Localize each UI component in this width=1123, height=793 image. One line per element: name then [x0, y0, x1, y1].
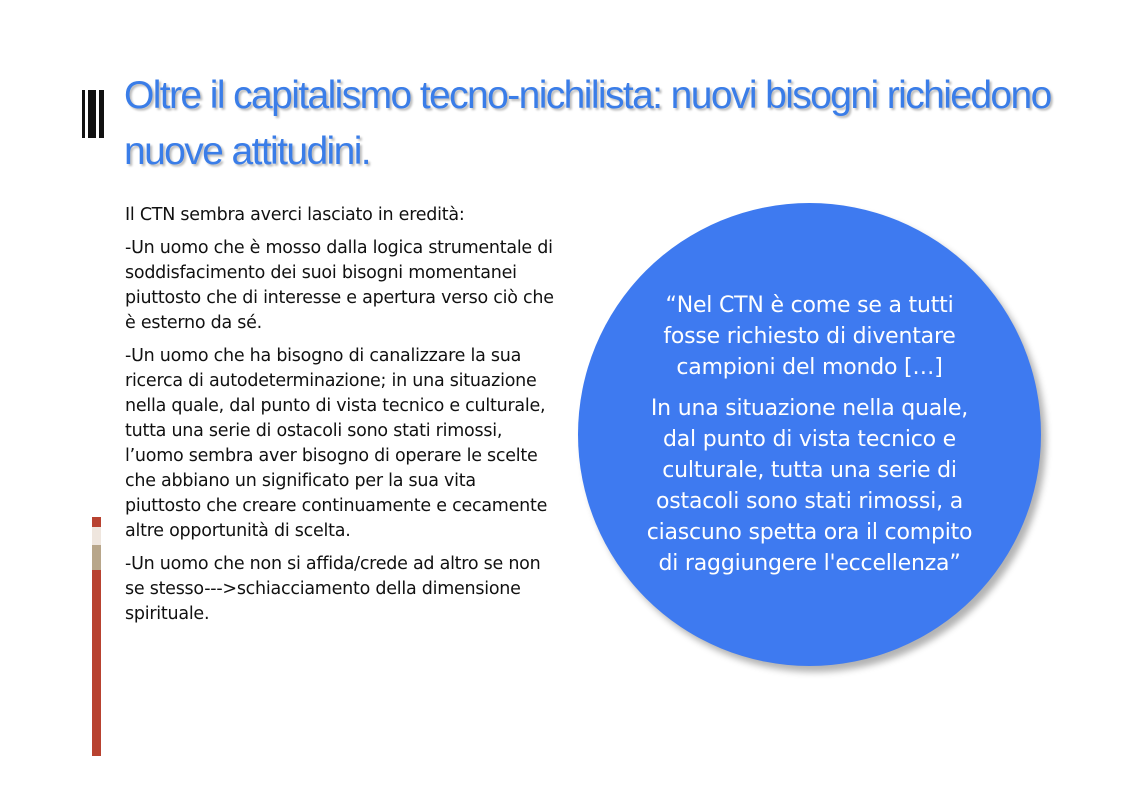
body-paragraph: -Un uomo che non si affida/crede ad altro se non se stesso--->schiacciamento della dimensione spirituale. [125, 554, 541, 624]
body-paragraph: -Un uomo che è mosso dalla logica strumentale di soddisfacimento dei suoi bisogni momentanei piuttosto che di interesse e apertura verso ciò che è esterno da sé. [125, 238, 554, 333]
slide-title: Oltre il capitalismo tecno-nichilista: nuovi bisogni richiedono nuove attitudini. [124, 74, 1051, 173]
accent-strip-tan [92, 545, 101, 570]
title-bars-decoration [82, 90, 104, 138]
quote-part-2: In una situazione nella quale, dal punto di vista tecnico e culturale, tutta una serie di ostacoli sono stati rimossi, a ciascuno spetta ora il compito di raggiungere l'eccellenza” [646, 396, 973, 576]
quote-circle [578, 203, 1041, 666]
slide-body-text [125, 203, 555, 635]
accent-strip-red [92, 570, 101, 756]
accent-strip-cream [92, 527, 101, 545]
accent-strip-red-top [92, 517, 101, 527]
body-paragraph: Il CTN sembra averci lasciato in eredità: [125, 205, 465, 225]
body-paragraph: -Un uomo che ha bisogno di canalizzare la sua ricerca di autodeterminazione; in una situazione nella quale, dal punto di vista tecnico e culturale, tutta una serie di ostacoli sono stati rimossi, l’uomo sembra aver bisogno di operare le scelte che abbiano un significato per la sua vita piuttosto che creare continuamente e cecamente altre opportunità di scelta. [125, 346, 548, 541]
quote-part-1: “Nel CTN è come se a tutti fosse richiesto di diventare campioni del mondo […] [663, 293, 956, 380]
